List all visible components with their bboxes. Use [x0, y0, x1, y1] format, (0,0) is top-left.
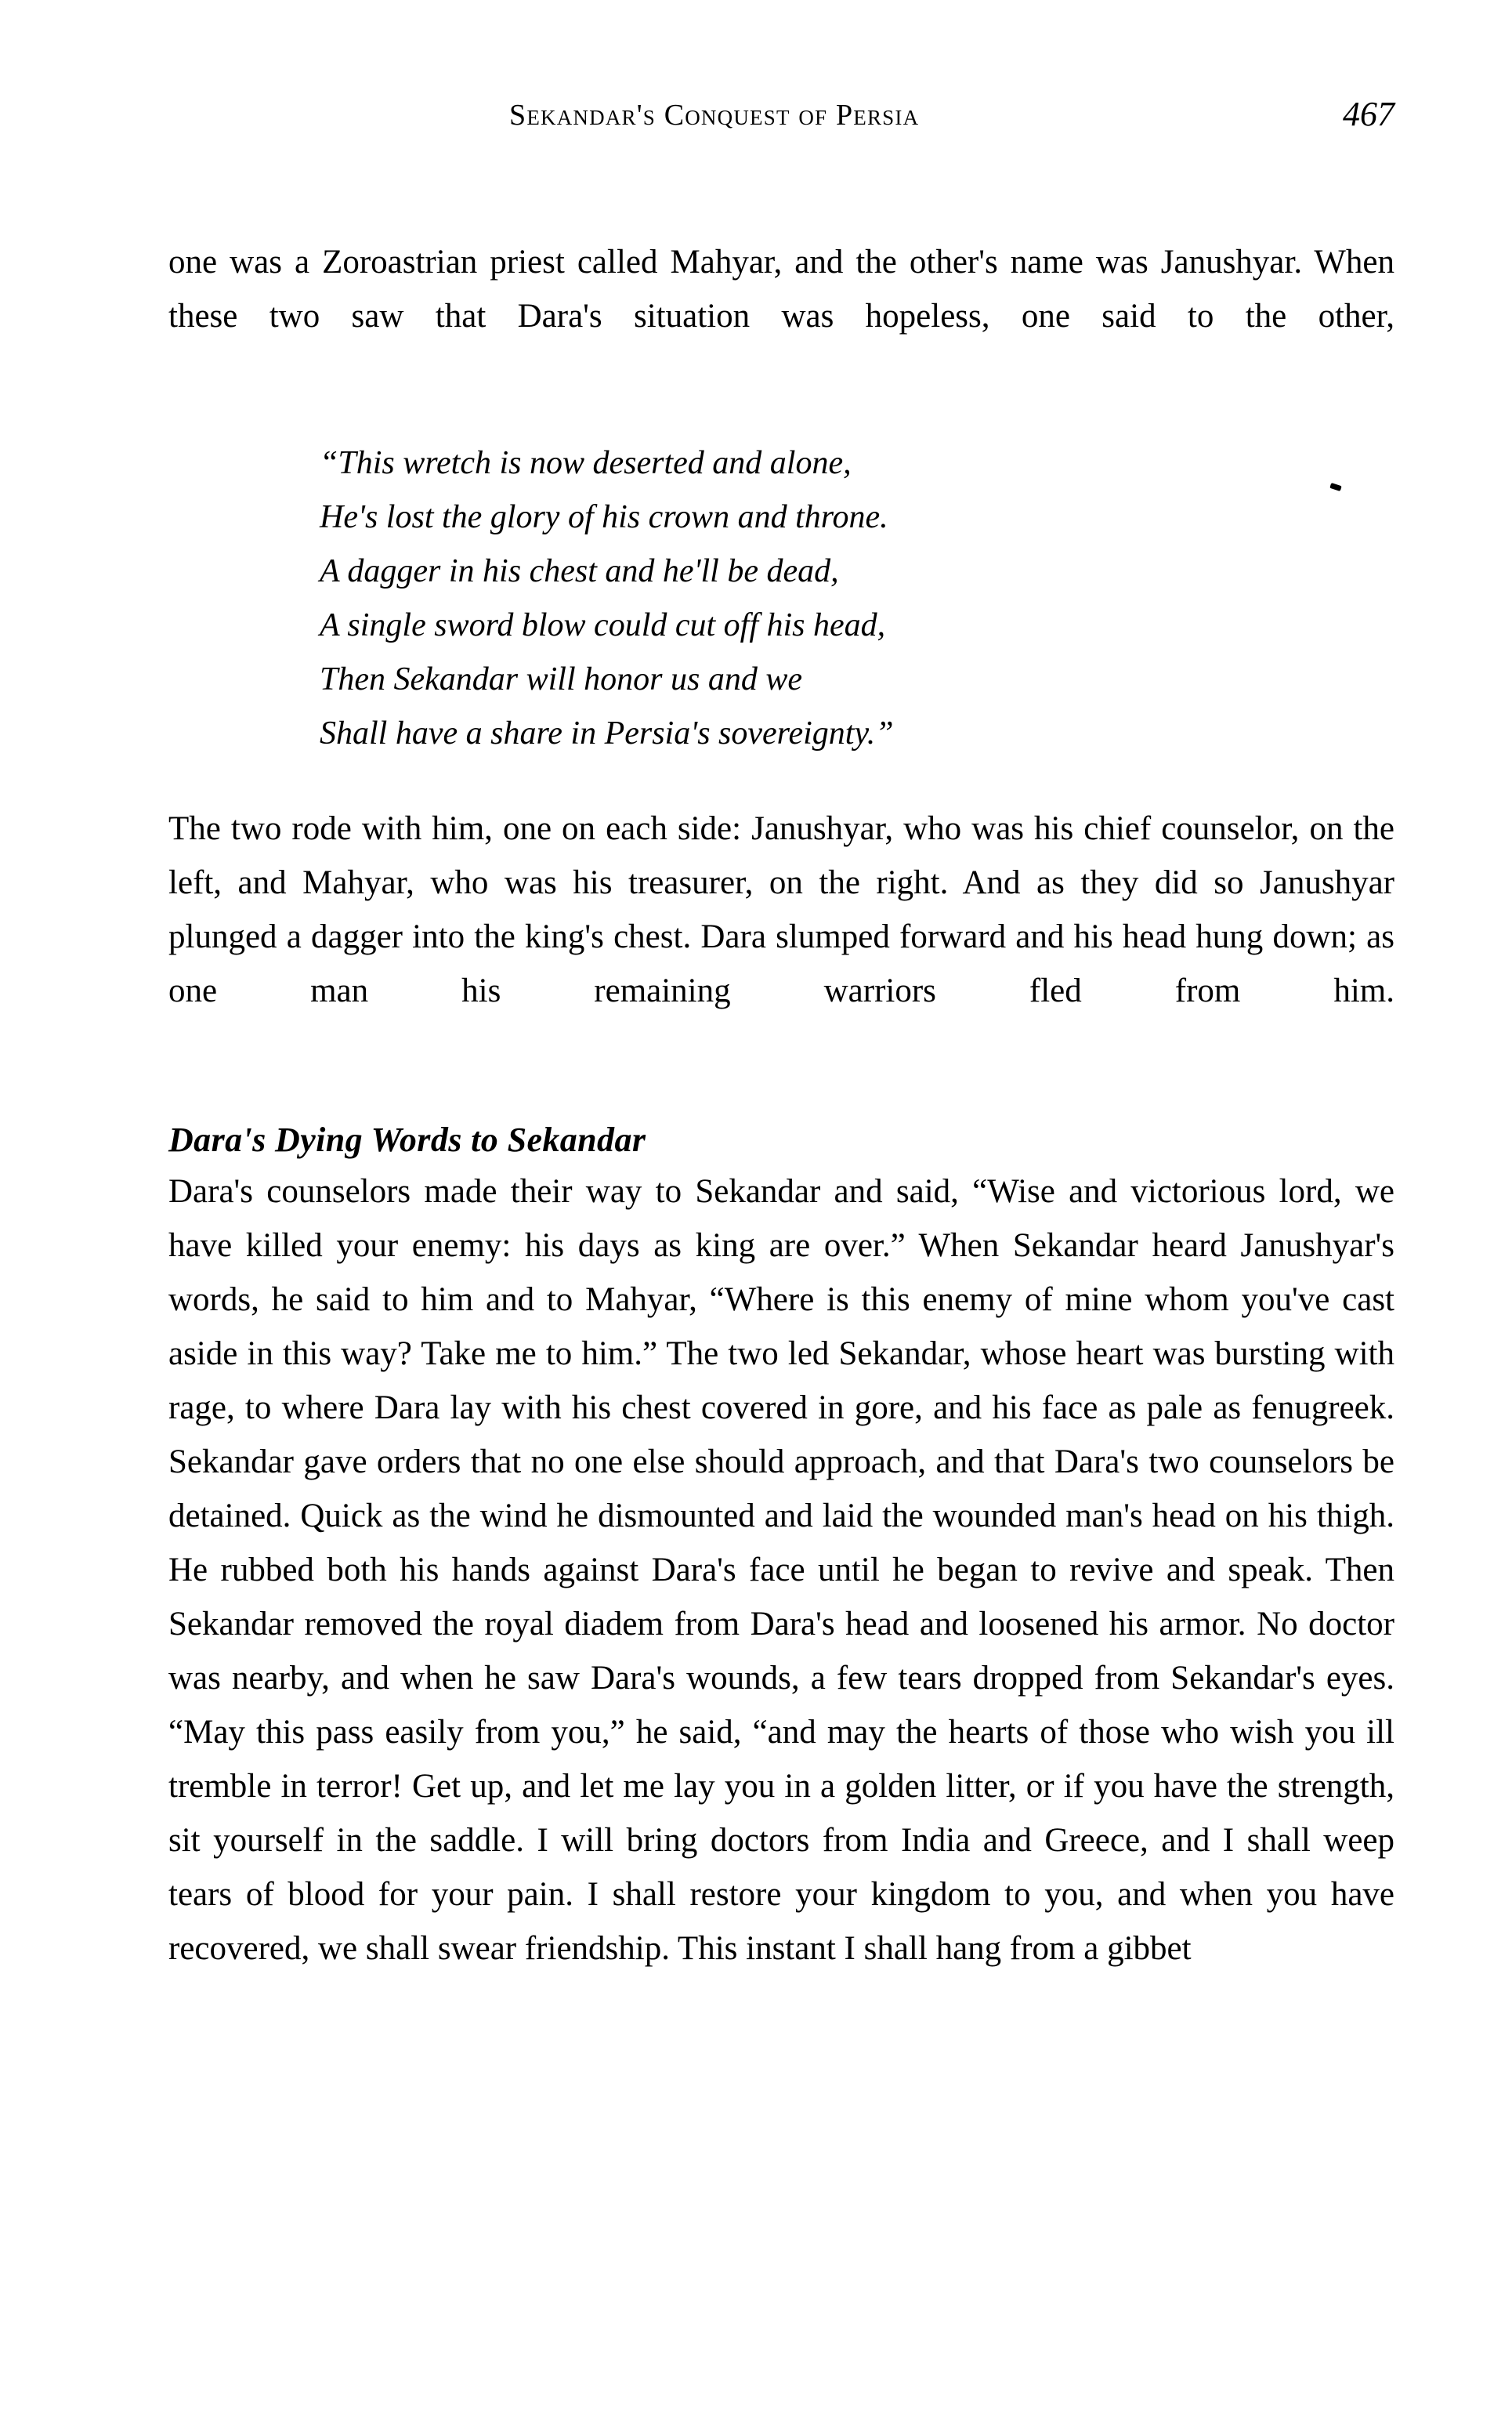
verse-line: Shall have a share in Persia's sovereignty.” — [320, 715, 894, 752]
verse-line: Then Sekandar will honor us and we — [320, 661, 802, 697]
page-number: 467 — [1343, 95, 1394, 133]
section-heading: Dara's Dying Words to Sekandar — [168, 1121, 646, 1159]
spacer-before-verse — [168, 397, 1394, 436]
verse-line: He's lost the glory of his crown and throne. — [320, 499, 888, 535]
page-text-block — [168, 235, 1394, 1976]
paragraph-dying-words: Dara's counselors made their way to Sekandar and said, “Wise and victorious lord, we have killed your enemy: his days as king are over.” When Sekandar heard Janushyar's words, he said to him and to Mahyar, “Where is this enemy of mine whom you've cast aside in this way? Take me to him.” The two led Sekandar, whose heart was bursting with rage, to where Dara lay with his chest covered in gore, and his face as pale as fenugreek. Sekandar gave orders that no one else should approach, and that Dara's two counselors be detained. Quick as the wind he dismounted and laid the wounded man's head on his thigh. He rubbed both his hands against Dara's face until he began to revive and speak. Then Sekandar removed the royal diadem from Dara's head and loosened his armor. No doctor was nearby, and when he saw Dara's wounds, a few tears dropped from Sekandar's eyes. “May this pass easily from you,” he said, “and may the hearts of those who wish you ill tremble in terror! Get up, and let me lay you in a golden litter, or if you have the strength, sit yourself in the saddle. I will bring doctors from India and Greece, and I shall weep tears of blood for your pain. I shall restore your kingdom to you, and when you have recovered, we shall swear friendship. This instant I shall hang from a gibbet — [168, 1173, 1394, 1967]
verse-quotation — [168, 436, 1394, 761]
verse-line: A dagger in his chest and he'll be dead, — [320, 553, 839, 589]
paragraph-two-rode: The two rode with him, one on each side: Janushyar, who was his chief counselor, on the left, and Mahyar, who was his treasurer, on the right. And as they did so Janushyar plunged a dagger into the king's chest. Dara slumped forward and his head hung down; as one man his remaining warriors fled from him. — [168, 810, 1394, 1009]
spacer-after-verse — [168, 761, 1394, 802]
verse-line: A single sword blow could cut off his head, — [320, 607, 886, 643]
spacer-before-heading — [168, 1072, 1394, 1116]
paragraph-opening: one was a Zoroastrian priest called Mahyar, and the other's name was Janushyar. When these two saw that Dara's situation was hopeless, one said to the other, — [168, 244, 1394, 335]
running-head-title: Sekandar's Conquest of Persia — [509, 99, 920, 132]
verse-line: “This wretch is now deserted and alone, — [320, 445, 852, 481]
running-head — [168, 95, 1394, 147]
